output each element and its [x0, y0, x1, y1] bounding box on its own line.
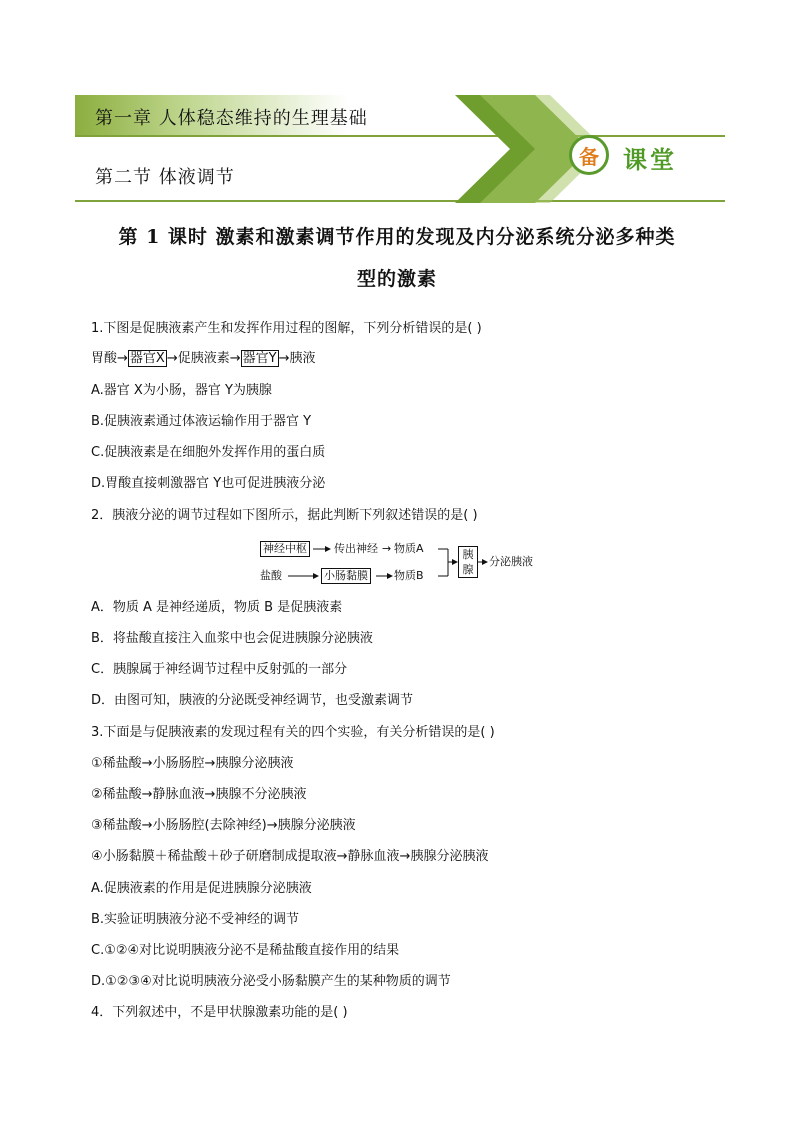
- lesson-title-line1: 第 1 课时 激素和激素调节作用的发现及内分泌系统分泌多种类: [118, 226, 676, 248]
- q3-option-d: D.①②③④对比说明胰液分泌受小肠黏膜产生的某种物质的调节: [91, 974, 451, 989]
- q3-option-a: A.促胰液素的作用是促进胰腺分泌胰液: [91, 881, 312, 896]
- section-title: 第二节 体液调节: [95, 167, 235, 188]
- substance-b-label: 物质B: [394, 569, 424, 582]
- pancreas-regulation-diagram: 神经中枢 传出神经 → 物质A 盐酸 小肠黏膜 物质B 胰 腺 分泌胰液: [258, 538, 538, 588]
- q1-option-d: D.胃酸直接刺激器官 Y也可促进胰液分泌: [91, 476, 326, 491]
- q4-stem: 4．下列叙述中，不是甲状腺激素功能的是( ): [91, 1005, 348, 1020]
- logo-text: 课堂: [623, 146, 677, 174]
- q3-option-b: B.实验证明胰液分泌不受神经的调节: [91, 912, 300, 927]
- q3-option-c: C.①②④对比说明胰液分泌不是稀盐酸直接作用的结果: [91, 943, 400, 958]
- q2-option-d: D．由图可知，胰液的分泌既受神经调节，也受激素调节: [91, 693, 414, 708]
- q3-experiment-3: ③稀盐酸→小肠肠腔(去除神经)→胰腺分泌胰液: [91, 818, 356, 833]
- hcl-label: 盐酸: [260, 569, 282, 582]
- chapter-header: [75, 95, 725, 203]
- q3-experiment-4: ④小肠黏膜＋稀盐酸＋砂子研磨制成提取液→静脉血液→胰腺分泌胰液: [91, 849, 489, 864]
- pancreas-box: 胰 腺: [458, 546, 478, 578]
- secrete-juice-label: 分泌胰液: [489, 555, 533, 568]
- q1-stem: 1.下图是促胰液素产生和发挥作用过程的图解，下列分析错误的是( ): [91, 321, 482, 336]
- q1-option-c: C.促胰液素是在细胞外发挥作用的蛋白质: [91, 445, 326, 460]
- q2-stem: 2．胰液分泌的调节过程如下图所示，据此判断下列叙述错误的是( ): [91, 508, 478, 523]
- q3-experiment-1: ①稀盐酸→小肠肠腔→胰腺分泌胰液: [91, 756, 294, 771]
- organ-y-box: 器官Y: [242, 351, 277, 366]
- organ-x-box: 器官X: [129, 351, 165, 366]
- q3-experiment-2: ②稀盐酸→静脉血液→胰腺不分泌胰液: [91, 787, 307, 802]
- q2-option-a: A．物质 A 是神经递质，物质 B 是促胰液素: [91, 600, 343, 615]
- lesson-title-line2: 型的激素: [356, 268, 437, 290]
- brand-logo: [569, 135, 714, 179]
- q1-option-b: B.促胰液素通过体液运输作用于器官 Y: [91, 414, 312, 429]
- neural-center-box: 神经中枢: [260, 541, 310, 557]
- q1-option-a: A.器官 X为小肠，器官 Y为胰腺: [91, 383, 272, 398]
- substance-a-label: 物质A: [394, 542, 424, 555]
- intestinal-mucosa-box: 小肠黏膜: [321, 568, 371, 584]
- q3-stem: 3.下面是与促胰液素的发现过程有关的四个实验，有关分析错误的是( ): [91, 725, 495, 740]
- q2-option-b: B．将盐酸直接注入血浆中也会促进胰腺分泌胰液: [91, 631, 373, 646]
- chapter-title: 第一章 人体稳态维持的生理基础: [95, 108, 368, 129]
- q2-option-c: C．胰腺属于神经调节过程中反射弧的一部分: [91, 662, 348, 677]
- q1-flow: 胃酸→ 器官X →促胰液素→ 器官Y →胰液: [91, 351, 316, 366]
- logo-badge-icon: 备: [569, 135, 609, 175]
- efferent-nerve-label: 传出神经: [334, 542, 378, 555]
